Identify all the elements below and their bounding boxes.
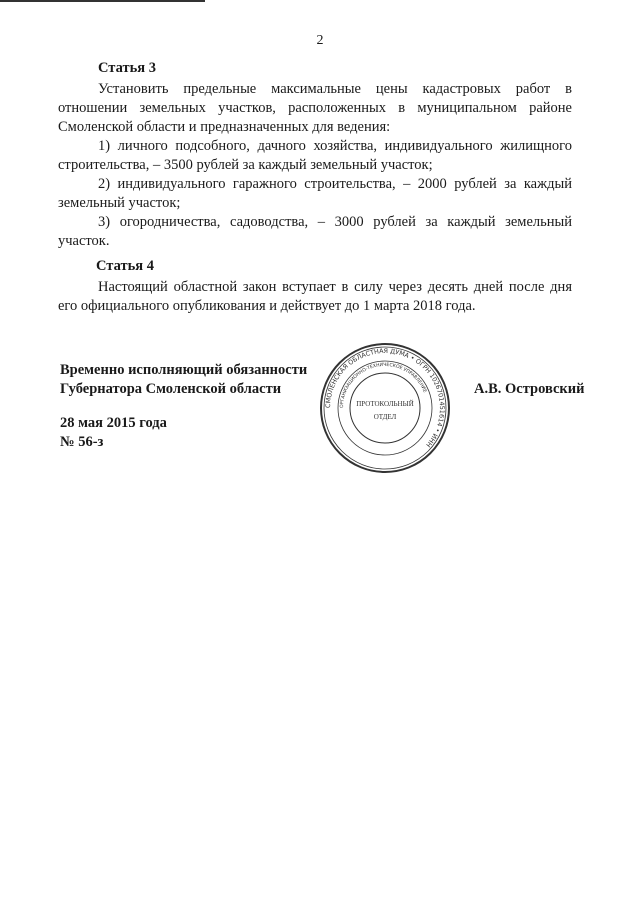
scan-edge-line — [0, 0, 205, 2]
stamp-outer-text: СМОЛЕНСКАЯ ОБЛАСТНАЯ ДУМА • ОГРН 1026701451614 • ИНН — [323, 346, 447, 449]
article-4-body — [58, 278, 572, 316]
article-3-heading: Статья 3 — [98, 60, 156, 76]
signatory-position — [60, 361, 307, 399]
signatory-name: А.В. Островский — [474, 381, 585, 397]
article-3-intro: Установить предельные максимальные цены кадастровых работ в отношении земельных участков, расположенных в муниципальном районе Смоленской области и предназначенных для ведения: — [58, 81, 572, 135]
stamp-center-line-1: ПРОТОКОЛЬНЫЙ — [356, 400, 414, 408]
signatory-position-line-1: Временно исполняющий обязанности — [60, 362, 308, 378]
article-3-item-1: 1) личного подсобного, дачного хозяйства, индивидуального жилищного строительства, – 3500 рублей за каждый земельный участок; — [58, 138, 572, 173]
official-stamp — [318, 341, 452, 475]
stamp-center-line-2: ОТДЕЛ — [373, 413, 397, 421]
page-number: 2 — [316, 33, 324, 48]
law-number: № 56-з — [60, 434, 104, 450]
law-date-number — [60, 414, 167, 452]
article-3-item-3: 3) огородничества, садоводства, – 3000 рублей за каждый земельный участок. — [58, 214, 572, 249]
law-date: 28 мая 2015 года — [60, 415, 167, 431]
signatory-position-line-2: Губернатора Смоленской области — [60, 381, 282, 397]
stamp-inner-text: ОРГАНИЗАЦИОННО-ТЕХНИЧЕСКОЕ УПРАВЛЕНИЕ — [339, 362, 427, 409]
article-4-heading: Статья 4 — [96, 258, 154, 274]
article-3-item-2: 2) индивидуального гаражного строительства, – 2000 рублей за каждый земельный участок; — [58, 176, 572, 211]
article-3-body — [58, 80, 572, 251]
article-4-text: Настоящий областной закон вступает в силу через десять дней после дня его официального опубликования и действует до 1 марта 2018 года. — [58, 279, 572, 314]
